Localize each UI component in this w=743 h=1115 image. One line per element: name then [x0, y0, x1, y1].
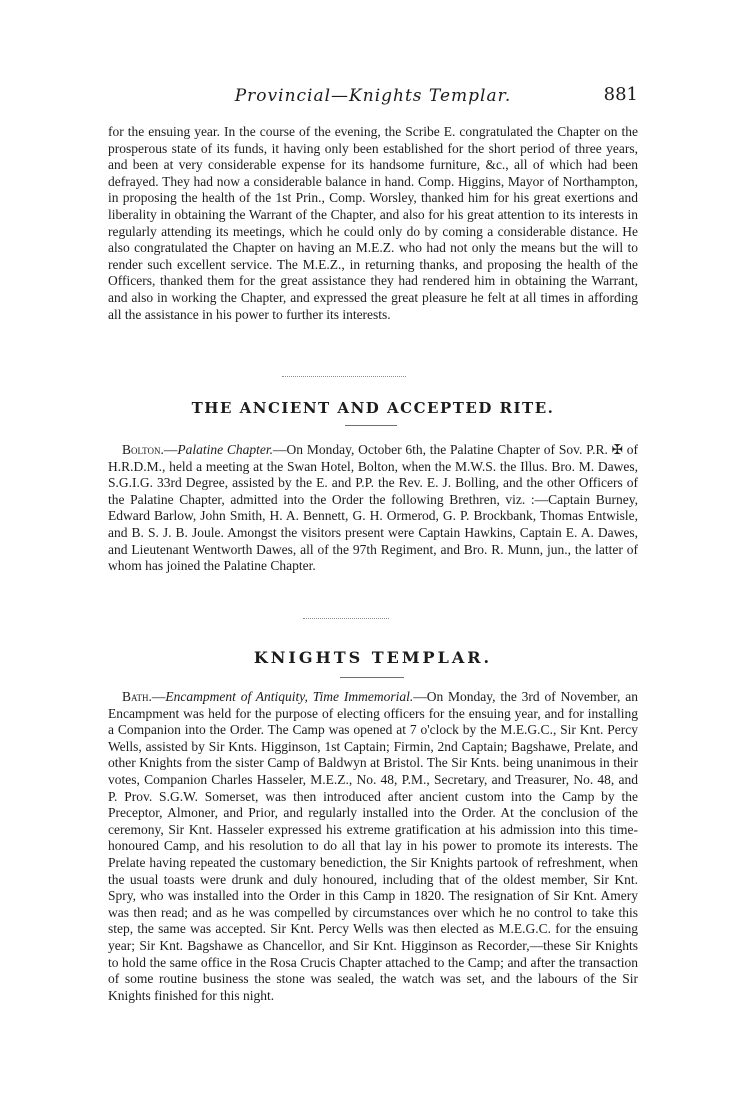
section-paragraph-bath — [108, 689, 638, 1004]
paragraph-text: for the ensuing year. In the course of the evening, the Scribe E. congratulated the Chapter on the prosperous state of its funds, it having only been established for the short period of three years, and been at very considerable expense for its handsome furniture, &c., all of which had been defrayed. They had now a considerable balance in hand. Comp. Higgins, Mayor of Northampton, in proposing the health of the 1st Prin., Comp. Worsley, thanked him for his great exertions and liberality in obtaining the Warrant of the Chapter, and also for his great attention to its interests in regularly attending its meetings, which he could only do by coming a considerable distance. He also congratulated the Chapter on having an M.E.Z. who had not only the means but the will to render such excellent service. The M.E.Z., in returning thanks, and proposing the health of the Officers, thanked them for the great assistance they had rendered him in obtaining the Warrant, and also in working the Chapter, and expressed the great pleasure he felt at all times in affording all the assistance in his power to further its interests. — [108, 124, 638, 322]
running-title: Provincial—Knights Templar. — [234, 86, 512, 106]
running-header — [108, 84, 638, 108]
heading-underline — [340, 677, 404, 678]
paragraph-text: Bolton.—Palatine Chapter.—On Monday, October 6th, the Palatine Chapter of Sov. P.R. ✠ of H.R.D.M., held a meeting at the Swan Hotel, Bolton, when the M.W.S. the Illus. Bro. M. Dawes, S.G.I.G. 33rd Degree, assisted by the E. and P.P. the Rev. E. J. Bolling, and the other Officers of the Palatine Chapter, admitted into the Order the following Brethren, viz. :—Captain Burney, Edward Barlow, John Smith, H. A. Bennett, G. H. Ormerod, G. P. Brockbank, Thomas Entwisle, and B. S. J. B. Joule. Amongst the visitors present were Captain Hawkins, Captain E. A. Dawes, and Lieutenant Wentworth Dawes, all of the 97th Regiment, and Bro. R. Munn, jun., the latter of whom has joined the Palatine Chapter. — [108, 442, 638, 574]
place-name: Bolton. — [122, 442, 164, 457]
section-paragraph-bolton — [108, 442, 638, 575]
heading-underline — [345, 425, 397, 426]
place-name: Bath. — [122, 689, 152, 704]
paragraph-body: —On Monday, the 3rd of November, an Encampment was held for the purpose of electing officers for the ensuing year, and for installing a Companion into the Order. The Camp was opened at 7 o'clock by the M.E.G.C., Sir Knt. Percy Wells, assisted by Sir Knts. Higginson, 1st Captain; Firmin, 2nd Captain; Bagshawe, Prelate, and other Knights from the sister Camp of Baldwyn at Bristol. The Sir Knts. being unanimous in their votes, Companion Charles Hasseler, M.E.Z., No. 48, P.M., Secretary, and Treasurer, No. 48, and P. Prov. S.G.W. Somerset, was then introduced after ancient custom into the Camp by the Preceptor, Almoner, and Prior, and regularly installed into the Order. At the conclusion of the ceremony, Sir Knt. Hasseler expressed his extreme gratification at his admission into this time-honoured Camp, and his resolution to do all that lay in his power to promote its interests. The Prelate having repeated the customary benediction, the Sir Knights partook of refreshment, when the usual toasts were drunk and duly honoured, including that of the oldest member, Sir Knt. Spry, who was installed into the Order in this Camp in 1820. The resignation of Sir Knt. Amery was then read; and as he was compelled by circumstances over which he no control to take this step, the same was accepted. Sir Knt. Percy Wells was then elected as M.E.G.C. for the ensuing year; Sir Knt. Bagshawe as Chancellor, and Sir Knt. Higginson as Recorder,—these Sir Knights to hold the same office in the Rosa Crucis Chapter attached to the Camp; and after the transaction of some routine business the stone was sealed, the watch was set, and the labours of the Sir Knights finished for this night. — [108, 689, 638, 1003]
paragraph-text: Bath.—Encampment of Antiquity, Time Immemorial.—On Monday, the 3rd of November, an Encampment was held for the purpose of electing officers for the ensuing year, and for installing a Companion into the Order. The Camp was opened at 7 o'clock by the M.E.G.C., Sir Knt. Percy Wells, assisted by Sir Knts. Higginson, 1st Captain; Firmin, 2nd Captain; Bagshawe, Prelate, and other Knights from the sister Camp of Baldwyn at Bristol. The Sir Knts. being unanimous in their votes, Companion Charles Hasseler, M.E.Z., No. 48, P.M., Secretary, and Treasurer, No. 48, and P. Prov. S.G.W. Somerset, was then introduced after ancient custom into the Camp by the Preceptor, Almoner, and Prior, and regularly installed into the Order. At the conclusion of the ceremony, Sir Knt. Hasseler expressed his extreme gratification at his admission into this time-honoured Camp, and his resolution to do all that lay in his power to promote its interests. The Prelate having repeated the customary benediction, the Sir Knights partook of refreshment, when the usual toasts were drunk and duly honoured, including that of the oldest member, Sir Knt. Spry, who was installed into the Order in this Camp in 1820. The resignation of Sir Knt. Amery was then read; and as he was compelled by circumstances over which he no control to take this step, the same was accepted. Sir Knt. Percy Wells was then elected as M.E.G.C. for the ensuing year; Sir Knt. Bagshawe as Chancellor, and Sir Knt. Higginson as Recorder,—these Sir Knights to hold the same office in the Rosa Crucis Chapter attached to the Camp; and after the transaction of some routine business the stone was sealed, the watch was set, and the labours of the Sir Knights finished for this night. — [108, 689, 638, 1003]
paragraph-body: —On Monday, October 6th, the Palatine Chapter of Sov. P.R. ✠ of H.R.D.M., held a meeting at the Swan Hotel, Bolton, when the M.W.S. the Illus. Bro. M. Dawes, S.G.I.G. 33rd Degree, assisted by the E. and P.P. the Rev. E. J. Bolling, and the other Officers of the Palatine Chapter, admitted into the Order the following Brethren, viz. :—Captain Burney, Edward Barlow, John Smith, H. A. Bennett, G. H. Ormerod, G. P. Brockbank, Thomas Entwisle, and B. S. J. B. Joule. Amongst the visitors present were Captain Hawkins, Captain E. A. Dawes, and Lieutenant Wentworth Dawes, all of the 97th Regiment, and Bro. R. Munn, jun., the latter of whom has joined the Palatine Chapter. — [108, 442, 638, 574]
chapter-name: Palatine Chapter. — [177, 442, 274, 457]
section-divider — [303, 618, 389, 619]
section-heading-knights-templar: KNIGHTS TEMPLAR. — [253, 648, 493, 667]
paragraph-continuation — [108, 124, 638, 323]
encampment-name: Encampment of Antiquity, Time Immemorial. — [165, 689, 414, 704]
section-heading-ancient-accepted-rite: THE ANCIENT AND ACCEPTED RITE. — [191, 399, 555, 417]
section-divider — [282, 376, 406, 377]
page-number: 881 — [603, 84, 638, 105]
